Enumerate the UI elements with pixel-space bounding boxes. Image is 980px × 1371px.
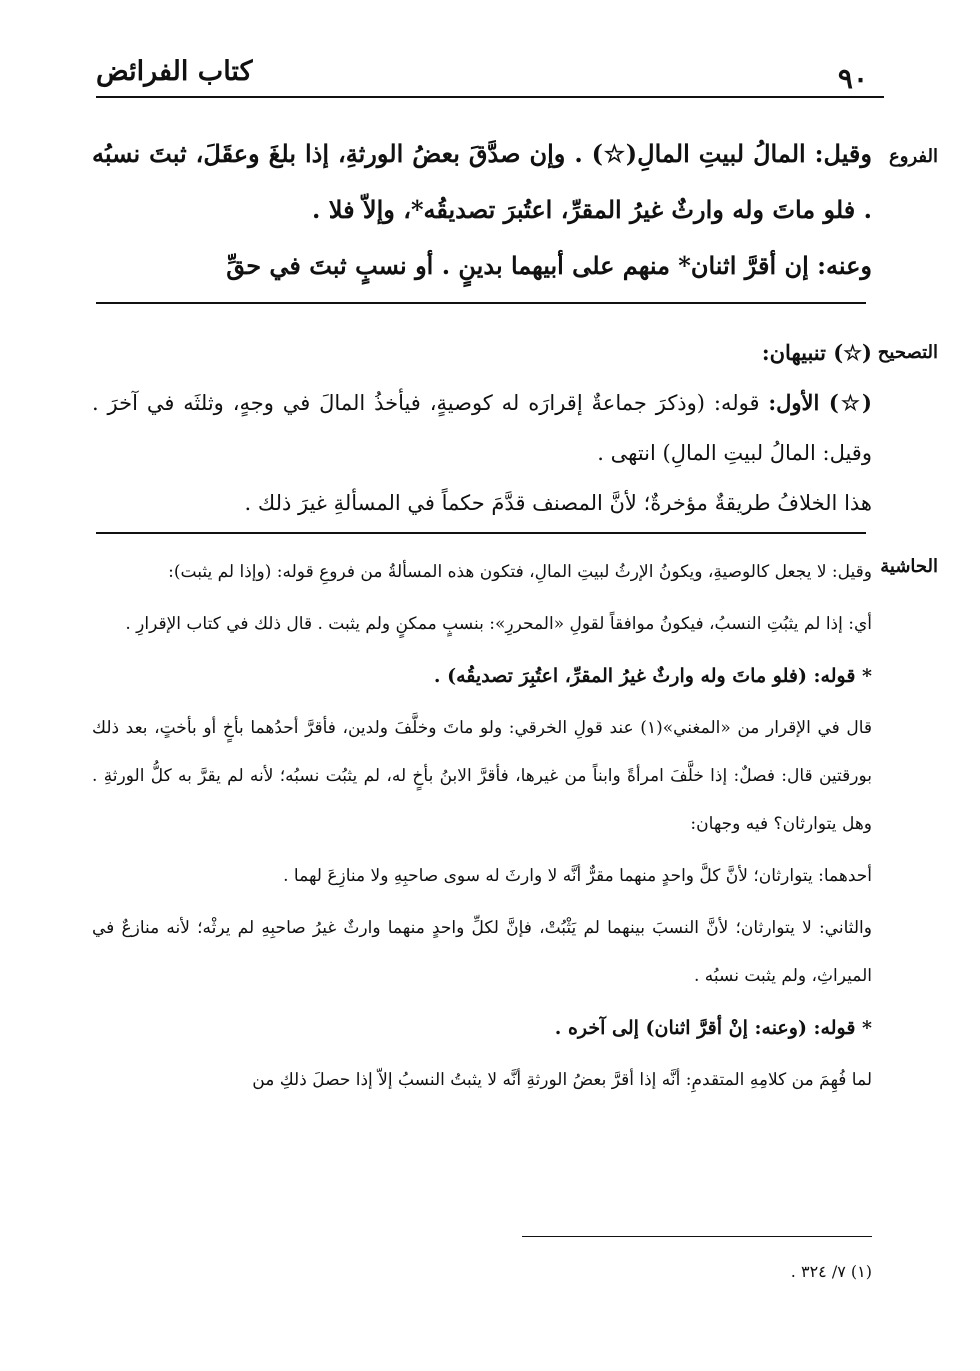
section-divider: [96, 302, 866, 304]
section-label-furu: الفروع: [889, 146, 938, 167]
hashiya-quote-heading: * قوله: (فلو ماتَ وله وارثٌ غيرُ المقرِّ، اعتُبِرَ تصديقُه) .: [433, 665, 872, 687]
section-label-hashiya: الحاشية: [880, 556, 938, 577]
furu-paragraph: وعنه: إن أقرَّ اثنان* منهم على أبيهما بدينٍ . أو نسبٍ ثبتَ في حقِّ: [226, 251, 872, 280]
footnote: (١) ٧/ ٣٢٤ .: [790, 1262, 872, 1281]
footnote-rule: [522, 1236, 872, 1237]
header-rule: [96, 96, 884, 98]
hashiya-paragraph: قال في الإقرار من «المغني»(١) عند قولِ الخرقي: ولو ماتَ وخلَّفَ ولدين، فأقرَّ أحدُهما بأخٍ أو بأختٍ، بعد ذلك بورقتين قال: فصلٌ: إذا خلَّفَ امرأةً وابناً من غيرها، فأقرَّ الابنُ بأخٍ له، لم يثبُت نسبُه؛ لأنه لم يقرَّ به كلُّ الورثةِ . وهل يتوارثان؟ فيه وجهان:: [92, 718, 872, 834]
tashih-paragraph: [92, 378, 872, 478]
tashih-text: [92, 328, 872, 528]
tashih-para-body: قوله: (وذكرَ جماعةٌ إقرارَه له كوصيةٍ، فيأخذُ المالَ في وجهٍ، وثلثَه في آخرَ . وقيل: المالُ لبيتِ المالِ) انتهى .: [92, 391, 872, 465]
page-number: ٩٠: [837, 62, 868, 95]
hashiya-paragraph: لما فُهِمَ من كلامِهِ المتقدمِ: أنَّه إذا أقرَّ بعضُ الورثةِ أنَّه لا يثبتُ النسبُ إلاّ إذا حصلَ ذلكِ من: [252, 1070, 872, 1090]
hashiya-text: [92, 548, 872, 1108]
hashiya-paragraph: والثاني: لا يتوارثان؛ لأنَّ النسبَ بينهما لم يَثْبُتْ، فإنَّ لكلِّ واحدٍ منهما وارثٌ غيرُ صاحبِهِ لم يرثْه؛ لأنه منازعٌ في الميراثِ، ولم يثبت نسبُه .: [92, 918, 872, 986]
tashih-para-lead: (☆) الأول:: [768, 390, 872, 415]
tashih-paragraph: هذا الخلافُ طريقةٌ مؤخرةٌ؛ لأنَّ المصنف قدَّمَ حكماً في المسألةِ غيرَ ذلك .: [244, 491, 872, 515]
furu-text: [92, 126, 872, 294]
section-label-tashih: التصحيح: [877, 342, 938, 363]
running-header-title: كتاب الفرائض: [96, 56, 253, 87]
hashiya-quote-heading: * قوله: (وعنه: إنْ أقرَّ اثنان) إلى آخره .: [554, 1017, 872, 1039]
section-divider: [96, 532, 866, 534]
furu-paragraph: وقيل: المالُ لبيتِ المالِ(☆) . وإن صدَّقَ بعضُ الورثةِ، إذا بلغَ وعقَلَ، ثبتَ نسبُه . فلو ماتَ وله وارثٌ غيرُ المقرِّ، اعتُبرَ تصديقُه*، وإلاّ فلا .: [92, 139, 872, 224]
hashiya-paragraph: أحدهما: يتوارثان؛ لأنَّ كلَّ واحدٍ منهما مقرٌّ أنَّه لا وارثَ له سوى صاحبِهِ ولا منازِعَ لهما .: [283, 866, 872, 886]
tashih-heading: (☆) تنبيهان:: [761, 340, 872, 365]
hashiya-paragraph: أي: إذا لم يثبُتِ النسبُ، فيكونُ موافقاً لقولِ «المحررِ»: بنسبٍ ممكنٍ ولم يثبت . قال ذلك في كتاب الإقرارِ .: [125, 614, 872, 634]
hashiya-paragraph: وقيل: لا يجعل كالوصيةِ، ويكونُ الإرثُ لبيتِ المالِ، فتكون هذه المسألةُ من فروعِ قوله: (وإذا لم يثبت):: [168, 562, 872, 582]
